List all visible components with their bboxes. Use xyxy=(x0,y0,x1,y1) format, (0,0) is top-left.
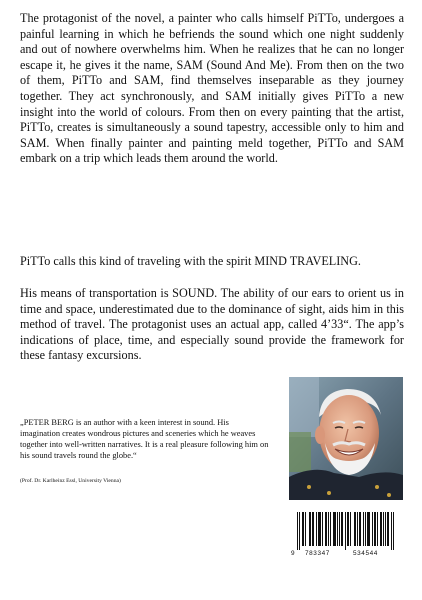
barcode-bar xyxy=(385,512,386,546)
barcode-bar xyxy=(365,512,366,546)
barcode-bar xyxy=(348,512,349,546)
barcode-bar xyxy=(299,512,300,550)
barcode-bar xyxy=(350,512,351,546)
synopsis-paragraph-3: His means of transportation is SOUND. The ability of our ears to orient us in time and space, underestimated due to the dominance of sight, aids him in this method of travel. The protagonist uses an actual app, called 4’33“. The app’s indications of place, time, and especially sound provide the framework for these fantasy excursions. xyxy=(20,286,404,363)
barcode-bar xyxy=(391,512,392,550)
barcode-bar xyxy=(322,512,323,546)
barcode-bar xyxy=(363,512,364,546)
barcode-bar xyxy=(312,512,313,546)
barcode-bar xyxy=(355,512,356,546)
barcode-bar xyxy=(360,512,361,546)
barcode-bar xyxy=(369,512,370,546)
barcode-bar xyxy=(309,512,310,546)
barcode-left-digits: 783347 xyxy=(305,550,330,557)
barcode-bar xyxy=(325,512,326,546)
barcode-bar xyxy=(330,512,331,546)
barcode-bar xyxy=(383,512,384,546)
barcode-bar xyxy=(335,512,336,546)
barcode-bar xyxy=(341,512,342,546)
barcode-bar xyxy=(347,512,348,546)
endorsement-quote: „PETER BERG is an author with a keen interest in sound. His imagination creates wondrous pictures and sceneries which he weaves together into well-written narratives. It is a real pleasure following him on his sound travels round the globe.“ xyxy=(20,418,269,460)
synopsis-paragraph-1: The protagonist of the novel, a painter who calls himself PiTTo, undergoes a painful learning in which he befriends the sound which one night suddenly and out of nowhere overwhelms him. When he realizes that he can no longer escape it, he gives it the name, SAM (Sound And Me). From then on the two of them, PiTTo and SAM, find themselves inseparable as they journey together. They act synchronously, and SAM initially gives PiTTo a new insight into the world of colours. From then on every painting that the artist, PiTTo, creates is simultaneously a sound tapestry, accessible only to him and SAM. When finally painter and painting meld together, PiTTo and SAM embark on a trip which leads them around the world. xyxy=(20,11,404,166)
barcode-bar xyxy=(310,512,311,546)
barcode-bar xyxy=(313,512,314,546)
barcode-bar xyxy=(333,512,334,546)
barcode-bar xyxy=(368,512,369,546)
barcode-bar xyxy=(381,512,382,546)
barcode-bar xyxy=(334,512,335,546)
barcode-bar xyxy=(345,512,346,550)
barcode-bar xyxy=(393,512,394,550)
barcode-bar xyxy=(388,512,389,546)
barcode-bar xyxy=(302,512,303,546)
barcode-bar xyxy=(297,512,298,550)
barcode-bar xyxy=(374,512,375,546)
barcode-bar xyxy=(342,512,343,546)
barcode-bar xyxy=(354,512,355,546)
barcode-bar xyxy=(359,512,360,546)
synopsis-paragraph-2: PiTTo calls this kind of traveling with the spirit MIND TRAVELING. xyxy=(20,254,361,268)
barcode-bar xyxy=(316,512,317,546)
barcode-bar xyxy=(320,512,321,546)
barcode-bar xyxy=(367,512,368,546)
barcode-bar xyxy=(319,512,320,546)
barcode-bar xyxy=(305,512,306,546)
barcode-bar xyxy=(377,512,378,546)
barcode-bar xyxy=(380,512,381,546)
barcode-bar xyxy=(375,512,376,546)
isbn-barcode xyxy=(291,510,402,562)
barcode-bar xyxy=(372,512,373,546)
barcode-bars xyxy=(297,512,395,550)
author-photo xyxy=(289,377,403,500)
barcode-right-digits: 534544 xyxy=(353,550,378,557)
barcode-bar xyxy=(303,512,304,546)
barcode-bar xyxy=(318,512,319,546)
barcode-bar xyxy=(387,512,388,546)
barcode-bar xyxy=(357,512,358,546)
barcode-bar xyxy=(337,512,338,546)
barcode-bar xyxy=(326,512,327,546)
barcode-prefix-digit: 9 xyxy=(291,550,295,557)
barcode-bar xyxy=(328,512,329,546)
endorsement-source: (Prof. Dr. Karlheinz Essl, University Vienna) xyxy=(20,478,121,484)
barcode-bar xyxy=(339,512,340,546)
